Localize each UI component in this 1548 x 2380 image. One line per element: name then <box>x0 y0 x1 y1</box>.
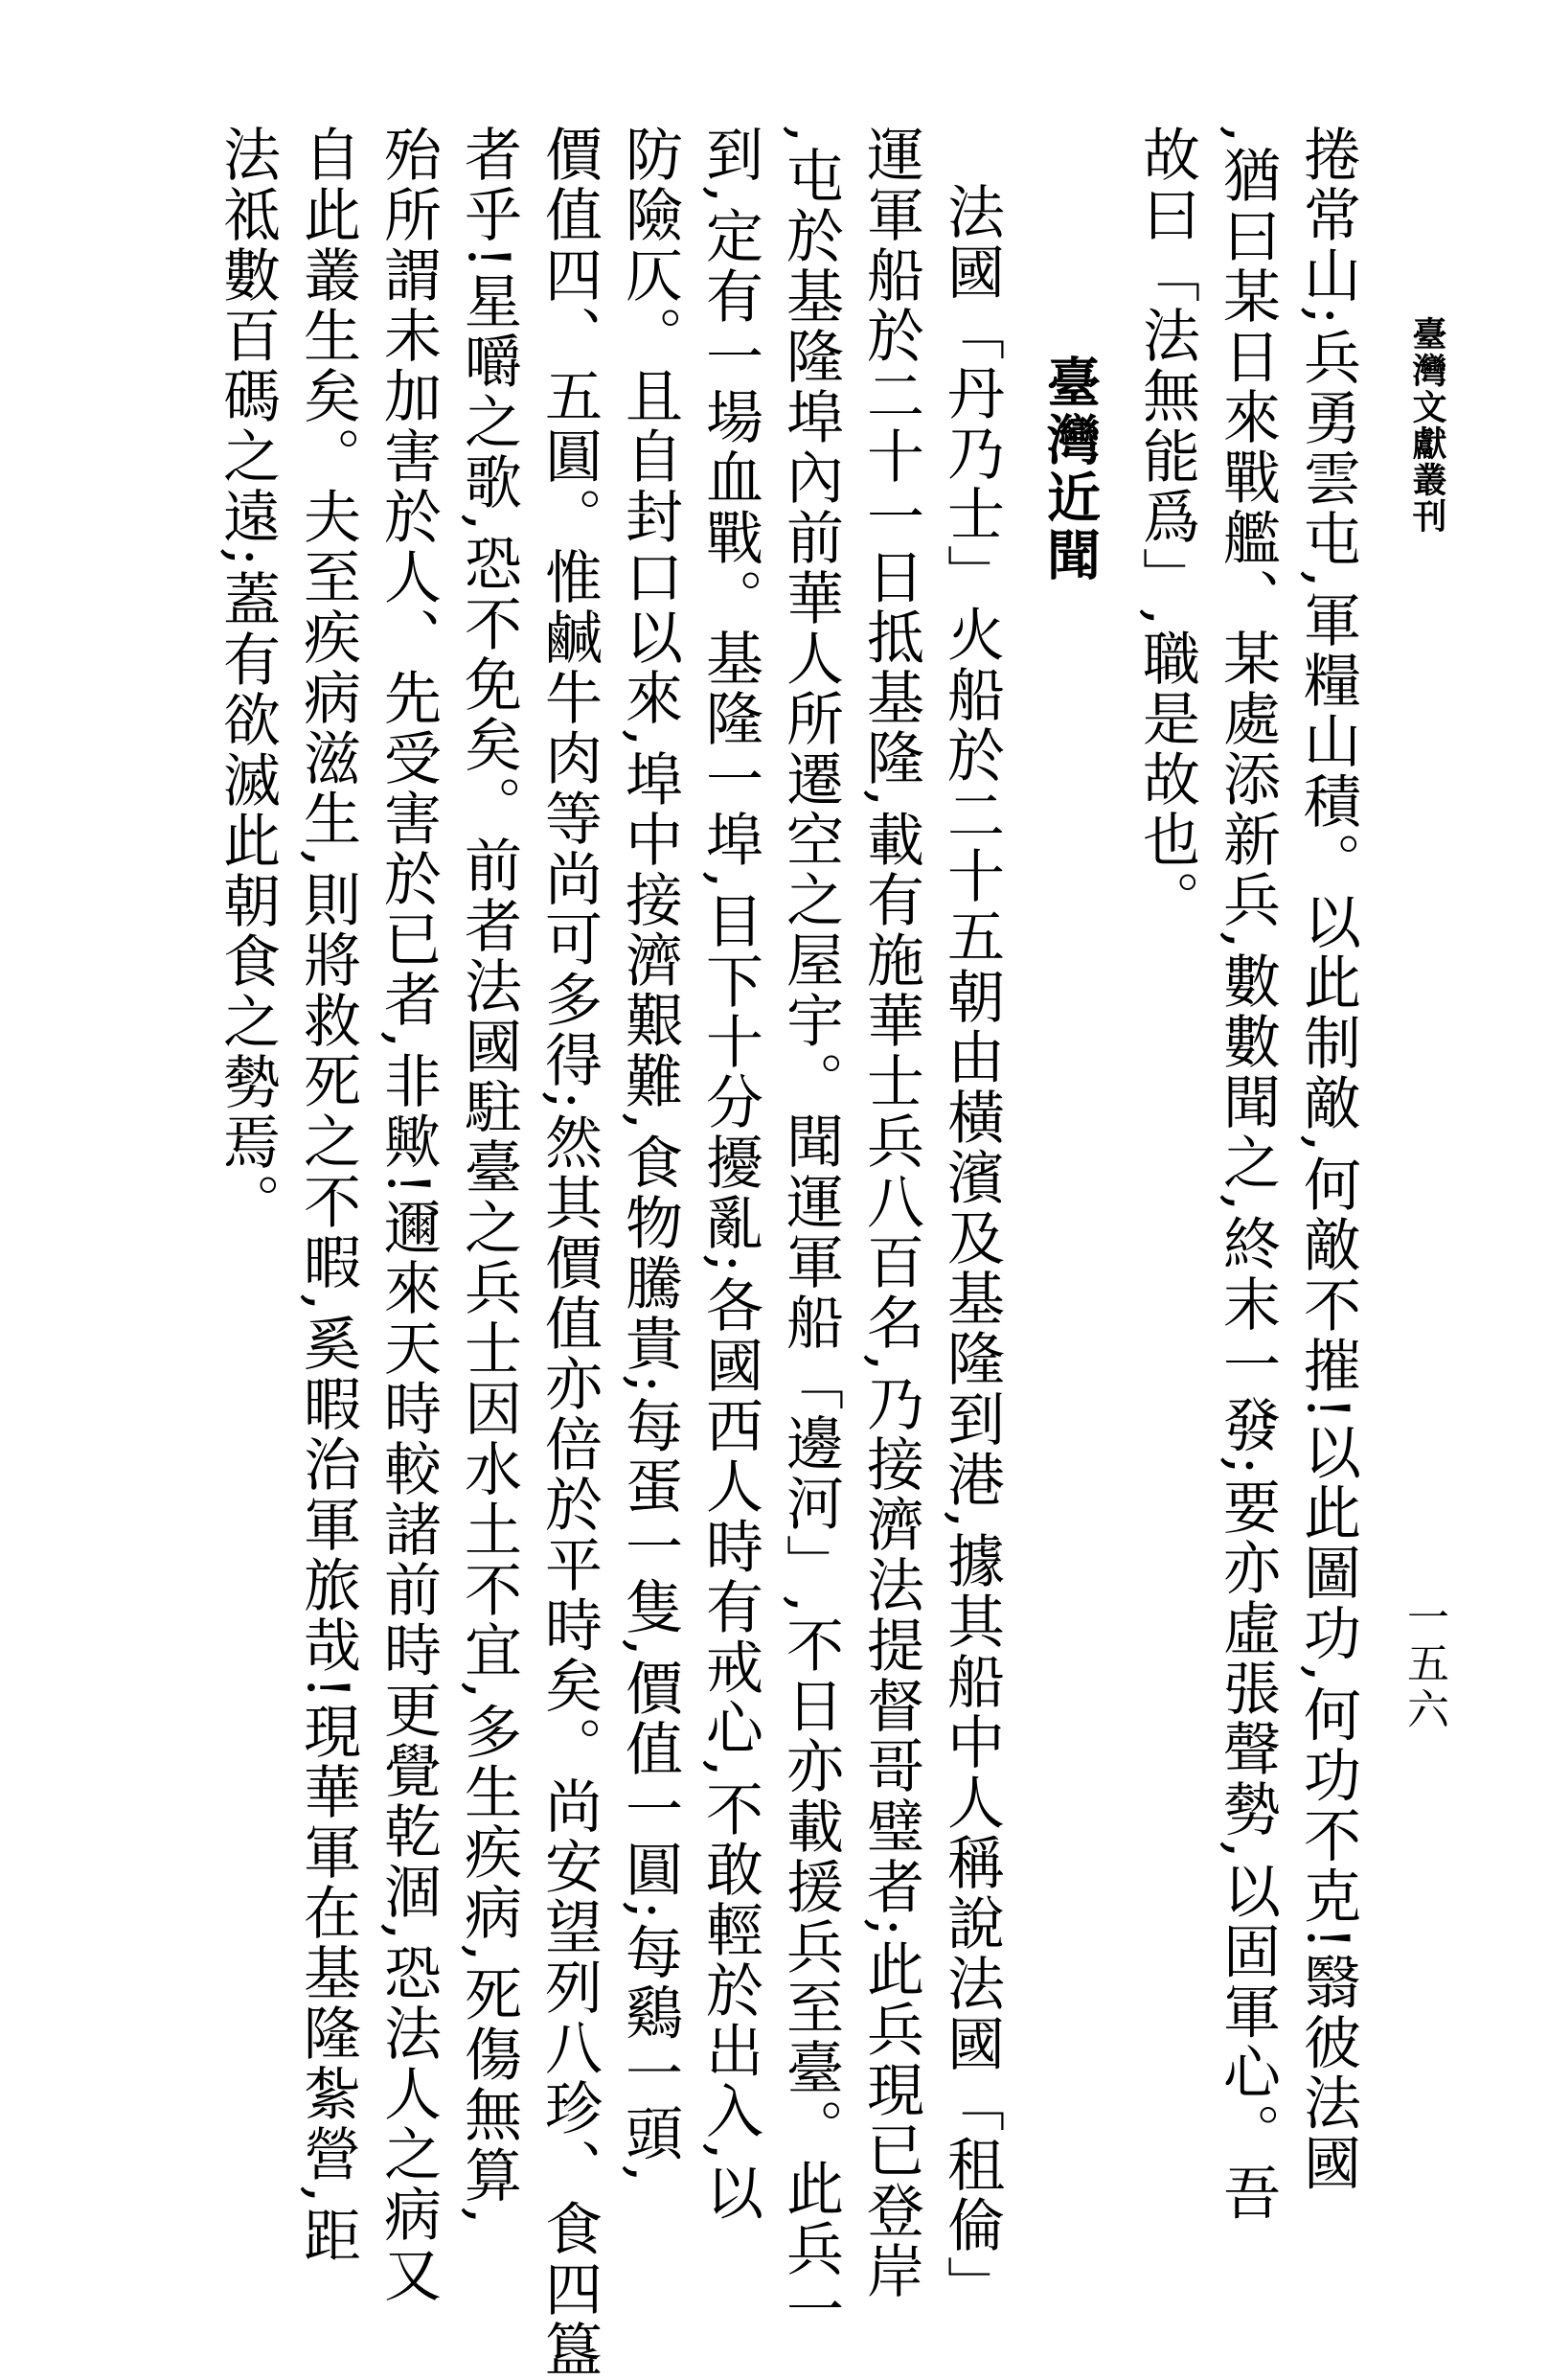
text-column: 價值四、五圓。惟鹹牛肉等尚可多得;然其價值亦倍於平時矣。尚安望列八珍、食四簋 <box>535 125 603 2380</box>
text-column: 者乎!星嚼之歌,恐不免矣。前者法國駐臺之兵士因水土不宜,多生疾病,死傷無算, <box>455 125 522 2228</box>
text-column: ,屯於基隆埠內前華人所遷空之屋宇。聞運軍船「邊河」,不日亦載援兵至臺。此兵一 <box>777 125 844 2341</box>
text-column: 殆所謂未加害於人、先受害於已者,非歟!邇來天時較諸前時更覺乾涸,恐法人之病又 <box>375 125 442 2306</box>
text-column: 自此叢生矣。夫至疾病滋生,則將救死之不暇,奚暇治軍旅哉!現華軍在基隆紮營,距 <box>294 125 361 2267</box>
text-column: 故曰「法無能爲」,職是故也。 <box>1133 125 1200 931</box>
text-column: ,猶曰某日來戰艦、某處添新兵,數數聞之,終末一發;要亦虛張聲勢,以固軍心。吾 <box>1214 125 1281 2224</box>
text-column: 到,定有一場血戰。基隆一埠,目下十分擾亂;各國西人時有戒心,不敢輕於出入,以 <box>696 125 763 2224</box>
text-column: 運軍船於二十一日抵基隆,載有施華士兵八百名,乃接濟法提督哥璧者;此兵現已登岸 <box>857 125 924 2302</box>
page-number: 一五六 <box>1400 1595 1448 1733</box>
vertical-text-block <box>207 125 1368 2380</box>
article-title: 臺灣近聞 <box>1038 355 1101 584</box>
text-column: 捲常山;兵勇雲屯,軍糧山積。以此制敵,何敵不摧!以此圖功,何功不克!翳彼法國 <box>1294 125 1361 2194</box>
text-column: 法國「丹乃士」火船於二十五朝由橫濱及基隆到港,據其船中人稱說法國「租倫」 <box>938 182 1005 2317</box>
series-title: 臺灣文獻叢刊 <box>1407 316 1447 535</box>
text-column: 法祗數百碼之遠;蓋有欲滅此朝食之勢焉。 <box>214 125 281 1234</box>
text-column: 防險仄。且自封口以來,埠中接濟艱難,食物騰貴;每蛋一隻,價值一圓;每鷄一頭, <box>616 125 683 2185</box>
